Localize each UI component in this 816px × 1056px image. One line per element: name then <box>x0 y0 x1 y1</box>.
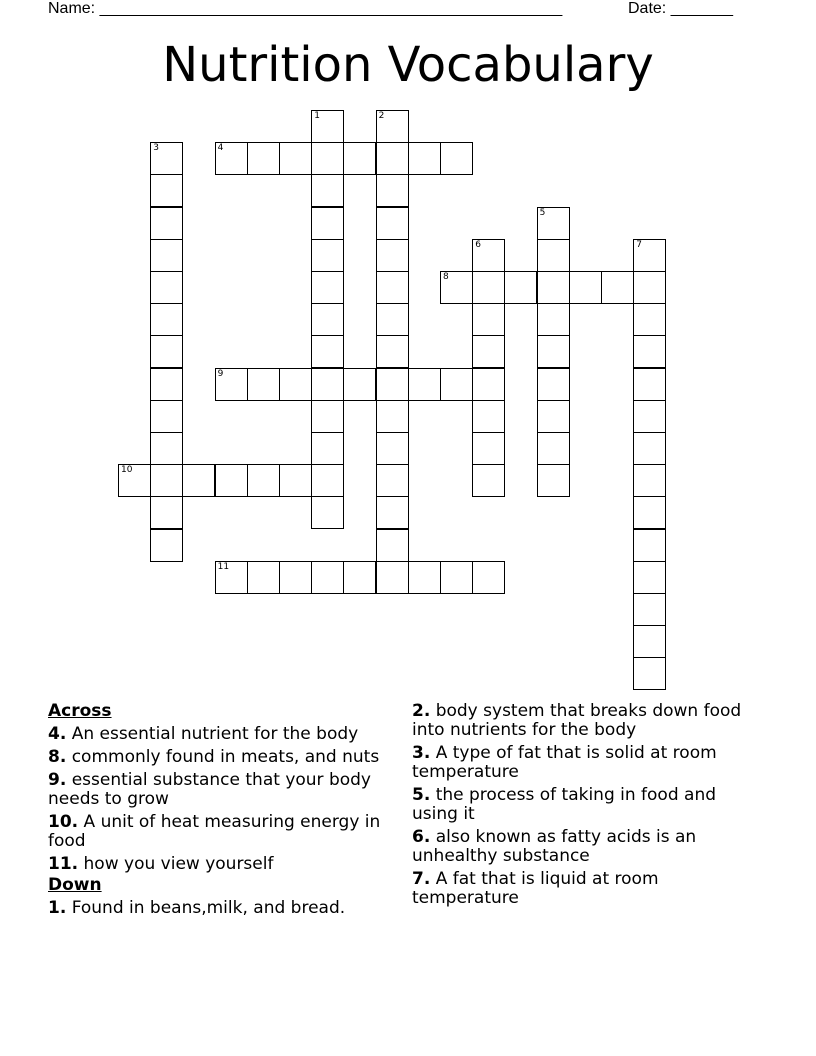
crossword-cell[interactable] <box>569 271 602 304</box>
crossword-cell[interactable] <box>150 239 183 272</box>
crossword-cell[interactable] <box>633 368 666 401</box>
clue-number: 3. <box>412 743 431 763</box>
crossword-cell[interactable] <box>376 400 409 433</box>
clue-number: 4. <box>48 724 67 744</box>
crossword-cell[interactable] <box>311 496 344 529</box>
crossword-cell[interactable] <box>118 464 151 497</box>
date-field-label: Date: _______ <box>628 0 733 17</box>
crossword-cell[interactable] <box>633 625 666 658</box>
crossword-cell[interactable] <box>376 110 409 143</box>
clue-down-2 <box>412 702 757 740</box>
crossword-cell[interactable] <box>472 432 505 465</box>
crossword-cell[interactable] <box>537 400 570 433</box>
clue-down-5 <box>412 786 757 824</box>
clue-text: commonly found in meats, and nuts <box>71 747 380 767</box>
crossword-cell[interactable] <box>440 142 473 175</box>
crossword-cell[interactable] <box>537 432 570 465</box>
crossword-cell[interactable] <box>376 271 409 304</box>
crossword-cell[interactable] <box>376 464 409 497</box>
crossword-cell[interactable] <box>633 657 666 690</box>
clue-number-label: 10 <box>121 465 133 476</box>
crossword-cell[interactable] <box>311 110 344 143</box>
clue-number-label: 2 <box>378 111 385 121</box>
clue-text: A fat that is liquid at room temperature <box>412 869 659 908</box>
clue-number: 10. <box>48 812 79 832</box>
crossword-cell[interactable] <box>215 464 248 497</box>
clue-text: Found in beans,milk, and bread. <box>71 898 346 918</box>
clue-number-label: 3 <box>153 143 159 154</box>
crossword-cell[interactable] <box>376 529 409 562</box>
crossword-cell[interactable] <box>150 368 183 401</box>
crossword-cell[interactable] <box>376 303 409 336</box>
clue-number-label: 1 <box>314 111 320 121</box>
clue-number: 11. <box>48 854 79 874</box>
crossword-cell[interactable] <box>247 464 280 497</box>
crossword-cell[interactable] <box>247 368 280 401</box>
clue-text: essential substance that your body needs to grow <box>48 770 371 809</box>
crossword-cell[interactable] <box>472 400 505 433</box>
clue-number: 8. <box>48 747 67 767</box>
clue-number-label: 8 <box>443 272 449 282</box>
crossword-cell[interactable] <box>472 303 505 336</box>
crossword-cell[interactable] <box>311 368 344 401</box>
clue-text: how you view yourself <box>83 854 274 874</box>
crossword-cell[interactable] <box>215 561 248 594</box>
crossword-cell[interactable] <box>408 142 441 175</box>
crossword-cell[interactable] <box>376 174 409 207</box>
crossword-cell[interactable] <box>633 496 666 529</box>
crossword-cell[interactable] <box>537 335 570 368</box>
crossword-cell[interactable] <box>311 207 344 240</box>
crossword-cell[interactable] <box>633 271 666 304</box>
clue-text: the process of taking in food and using it <box>412 785 717 824</box>
crossword-cell[interactable] <box>247 561 280 594</box>
crossword-cell[interactable] <box>279 561 312 594</box>
crossword-cell[interactable] <box>504 271 537 304</box>
crossword-cell[interactable] <box>633 400 666 433</box>
crossword-cell[interactable] <box>215 368 248 401</box>
crossword-cell[interactable] <box>633 432 666 465</box>
clue-number-label: 7 <box>636 239 642 250</box>
crossword-cell[interactable] <box>343 561 376 594</box>
crossword-cell[interactable] <box>311 271 344 304</box>
crossword-cell[interactable] <box>311 303 344 336</box>
crossword-cell[interactable] <box>440 561 473 594</box>
crossword-cell[interactable] <box>150 464 183 497</box>
clue-column-left <box>48 702 398 922</box>
crossword-cell[interactable] <box>376 368 409 401</box>
clue-down-3 <box>412 744 757 782</box>
crossword-cell[interactable] <box>311 561 344 594</box>
clue-number-label: 9 <box>217 368 224 379</box>
crossword-cell[interactable] <box>633 593 666 626</box>
clue-text: A type of fat that is solid at room temperature <box>412 743 717 782</box>
clue-number-label: 11 <box>217 561 230 572</box>
across-heading: Across <box>48 701 112 721</box>
crossword-cell[interactable] <box>633 239 666 272</box>
crossword-cell[interactable] <box>376 142 409 175</box>
crossword-cell[interactable] <box>215 142 248 175</box>
crossword-cell[interactable] <box>279 368 312 401</box>
crossword-cell[interactable] <box>376 207 409 240</box>
crossword-cell[interactable] <box>472 464 505 497</box>
crossword-cell[interactable] <box>472 239 505 272</box>
name-field-label: Name: ____________________________________________________ <box>48 0 563 17</box>
crossword-cell[interactable] <box>150 303 183 336</box>
clue-text: A unit of heat measuring energy in food <box>48 812 381 851</box>
crossword-cell[interactable] <box>472 368 505 401</box>
clue-number: 2. <box>412 701 431 721</box>
crossword-cell[interactable] <box>537 239 570 272</box>
crossword-cell[interactable] <box>633 303 666 336</box>
crossword-cell[interactable] <box>311 335 344 368</box>
crossword-cell[interactable] <box>150 207 183 240</box>
crossword-cell[interactable] <box>376 335 409 368</box>
crossword-cell[interactable] <box>537 271 570 304</box>
crossword-cell[interactable] <box>472 561 505 594</box>
clue-number: 6. <box>412 827 431 847</box>
crossword-cell[interactable] <box>150 174 183 207</box>
crossword-cell[interactable] <box>150 400 183 433</box>
crossword-cell[interactable] <box>472 335 505 368</box>
clue-across-10 <box>48 813 398 851</box>
crossword-cell[interactable] <box>343 142 376 175</box>
crossword-cell[interactable] <box>601 271 634 304</box>
crossword-cell[interactable] <box>376 432 409 465</box>
crossword-cell[interactable] <box>279 464 312 497</box>
crossword-cell[interactable] <box>440 368 473 401</box>
crossword-cell[interactable] <box>311 432 344 465</box>
crossword-cell[interactable] <box>537 368 570 401</box>
crossword-cell[interactable] <box>150 496 183 529</box>
crossword-cell[interactable] <box>633 529 666 562</box>
crossword-cell[interactable] <box>633 335 666 368</box>
crossword-cell[interactable] <box>311 142 344 175</box>
clue-down-1 <box>48 899 398 918</box>
clue-number: 9. <box>48 770 67 790</box>
crossword-cell[interactable] <box>279 142 312 175</box>
crossword-cell[interactable] <box>376 496 409 529</box>
clue-text: An essential nutrient for the body <box>71 724 359 744</box>
crossword-cell[interactable] <box>633 561 666 594</box>
clue-across-11 <box>48 855 398 874</box>
clue-down-7 <box>412 870 757 908</box>
crossword-cell[interactable] <box>440 271 473 304</box>
crossword-cell[interactable] <box>343 368 376 401</box>
crossword-cell[interactable] <box>311 174 344 207</box>
clue-text: also known as fatty acids is an unhealthy substance <box>412 827 697 866</box>
crossword-cell[interactable] <box>376 561 409 594</box>
crossword-cell[interactable] <box>150 271 183 304</box>
crossword-cell[interactable] <box>537 207 570 240</box>
clue-text: body system that breaks down food into nutrients for the body <box>412 701 742 740</box>
clue-across-4 <box>48 725 398 744</box>
crossword-cell[interactable] <box>472 271 505 304</box>
clue-column-right <box>412 702 757 912</box>
crossword-cell[interactable] <box>408 561 441 594</box>
clue-number: 7. <box>412 869 431 889</box>
crossword-cell[interactable] <box>150 529 183 562</box>
crossword-cell[interactable] <box>247 142 280 175</box>
crossword-cell[interactable] <box>150 142 183 175</box>
crossword-cell[interactable] <box>150 335 183 368</box>
clue-number-label: 4 <box>217 143 224 154</box>
crossword-cell[interactable] <box>633 464 666 497</box>
down-heading: Down <box>48 875 102 895</box>
clue-number-label: 5 <box>539 207 546 218</box>
crossword-cell[interactable] <box>537 303 570 336</box>
crossword-cell[interactable] <box>311 400 344 433</box>
crossword-cell[interactable] <box>311 464 344 497</box>
crossword-cell[interactable] <box>182 464 215 497</box>
clue-number: 5. <box>412 785 431 805</box>
clue-number-label: 6 <box>475 239 481 250</box>
clue-across-8 <box>48 748 398 767</box>
crossword-cell[interactable] <box>408 368 441 401</box>
clue-across-9 <box>48 771 398 809</box>
crossword-cell[interactable] <box>376 239 409 272</box>
crossword-cell[interactable] <box>537 464 570 497</box>
page-title: Nutrition Vocabulary <box>162 37 654 93</box>
clue-down-6 <box>412 828 757 866</box>
crossword-cell[interactable] <box>150 432 183 465</box>
clue-number: 1. <box>48 898 67 918</box>
crossword-cell[interactable] <box>311 239 344 272</box>
